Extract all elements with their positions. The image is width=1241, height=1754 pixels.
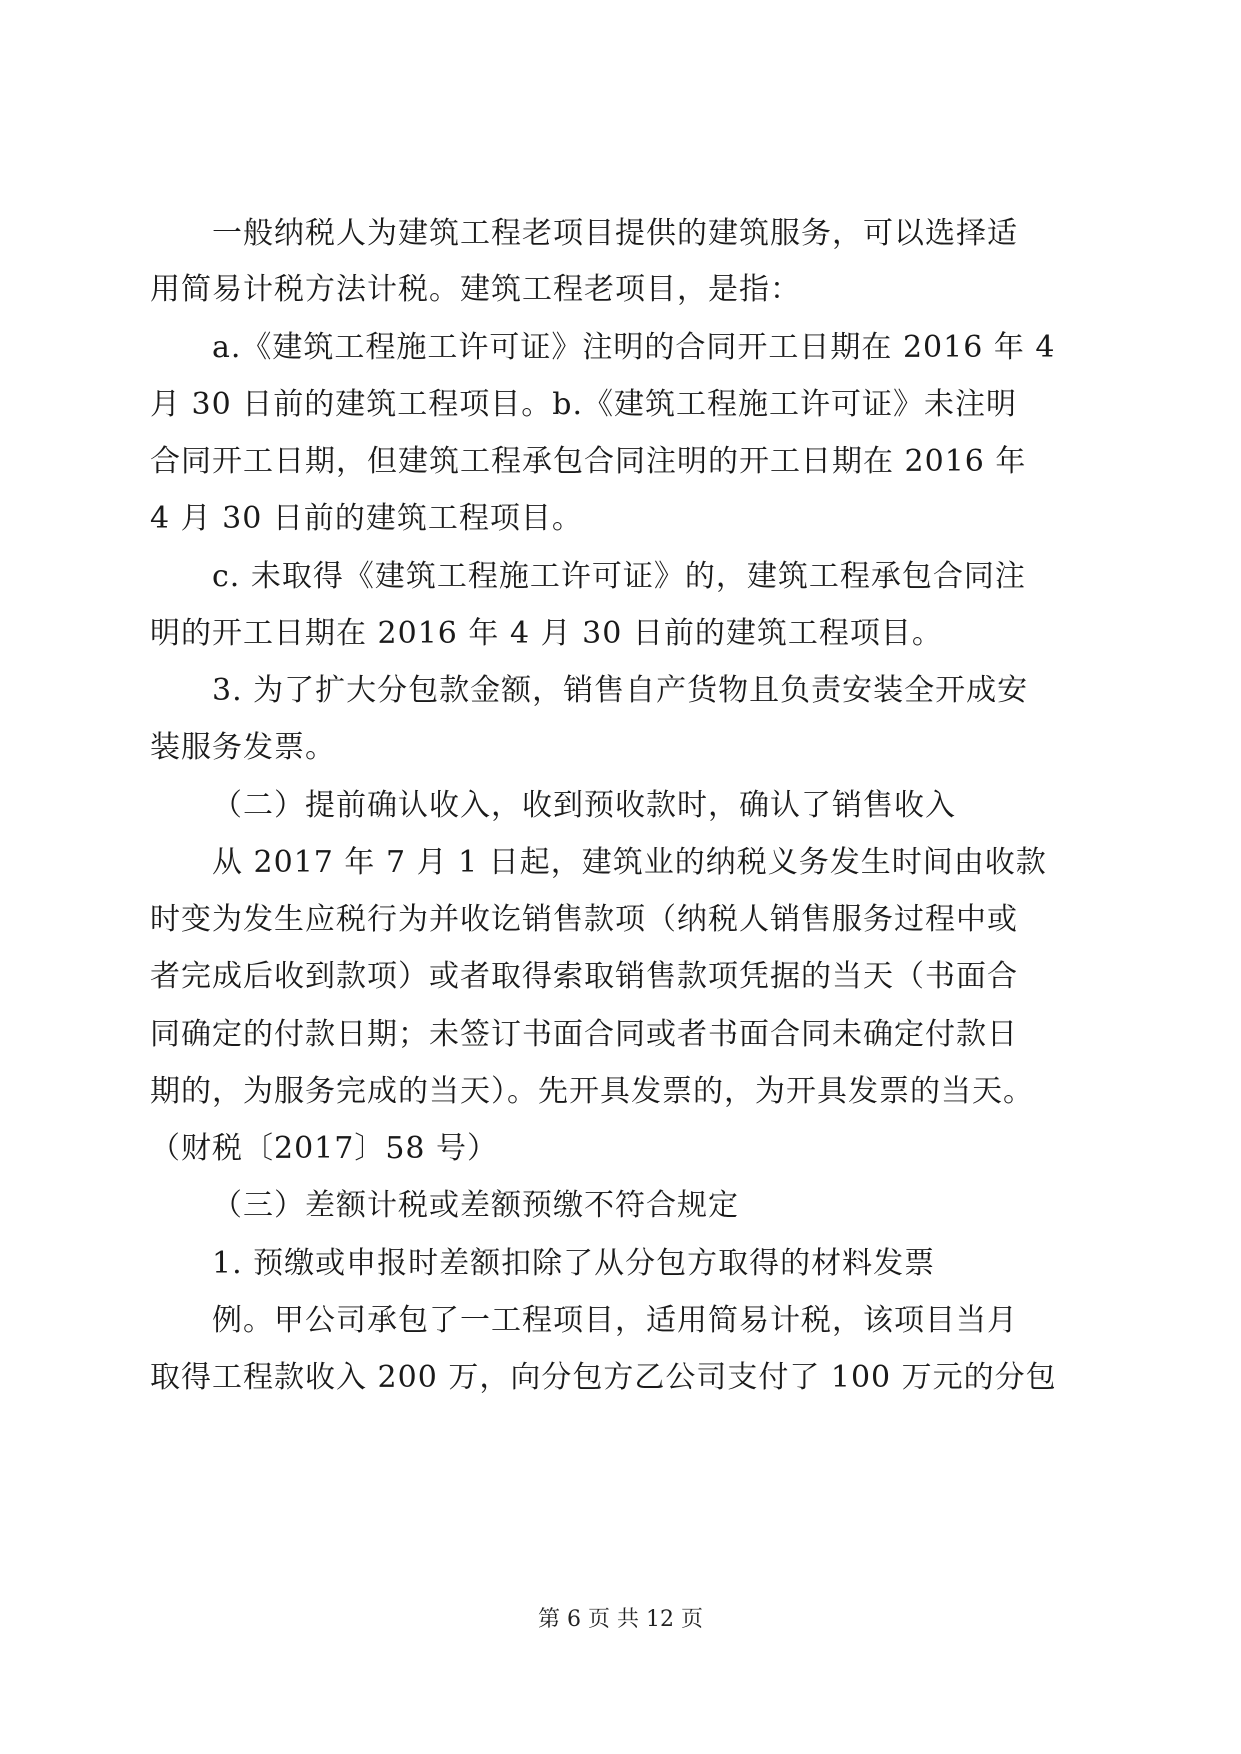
paragraph-line: 明的开工日期在 2016 年 4 月 30 日前的建筑工程项目。 xyxy=(150,616,943,651)
paragraph-line: 时变为发生应税行为并收讫销售款项（纳税人销售服务过程中或 xyxy=(150,902,1018,937)
paragraph-line: a.《建筑工程施工许可证》注明的合同开工日期在 2016 年 4 xyxy=(212,330,1056,365)
paragraph-line: c. 未取得《建筑工程施工许可证》的，建筑工程承包合同注 xyxy=(212,559,1026,594)
paragraph-line: 者完成后收到款项）或者取得索取销售款项凭据的当天（书面合 xyxy=(150,959,1018,994)
paragraph-line: 期的，为服务完成的当天）。先开具发票的，为开具发票的当天。 xyxy=(150,1074,1034,1109)
citation-line: （财税〔2017〕58 号） xyxy=(150,1131,499,1166)
paragraph-line: 用简易计税方法计税。建筑工程老项目，是指： xyxy=(150,272,801,307)
paragraph-line: 同确定的付款日期；未签订书面合同或者书面合同未确定付款日 xyxy=(150,1017,1018,1052)
paragraph-line: 1. 预缴或申报时差额扣除了从分包方取得的材料发票 xyxy=(212,1246,936,1281)
paragraph-line: 取得工程款收入 200 万，向分包方乙公司支付了 100 万元的分包 xyxy=(150,1360,1057,1395)
section-heading: （三）差额计税或差额预缴不符合规定 xyxy=(212,1188,739,1223)
paragraph-line: 4 月 30 日前的建筑工程项目。 xyxy=(150,501,583,536)
paragraph-line: 合同开工日期，但建筑工程承包合同注明的开工日期在 2016 年 xyxy=(150,444,1027,479)
paragraph-line: 3. 为了扩大分包款金额，销售自产货物且负责安装全开成安 xyxy=(212,673,1029,708)
paragraph-line: 从 2017 年 7 月 1 日起，建筑业的纳税义务发生时间由收款 xyxy=(212,845,1047,880)
paragraph-line: 一般纳税人为建筑工程老项目提供的建筑服务，可以选择适 xyxy=(212,216,1018,251)
paragraph-line: 月 30 日前的建筑工程项目。b.《建筑工程施工许可证》未注明 xyxy=(150,387,1017,422)
page-number-footer: 第 6 页 共 12 页 xyxy=(538,1607,703,1632)
paragraph-line: 装服务发票。 xyxy=(150,730,336,765)
paragraph-line: 例。甲公司承包了一工程项目，适用简易计税，该项目当月 xyxy=(212,1303,1018,1338)
section-heading: （二）提前确认收入，收到预收款时，确认了销售收入 xyxy=(212,788,956,823)
